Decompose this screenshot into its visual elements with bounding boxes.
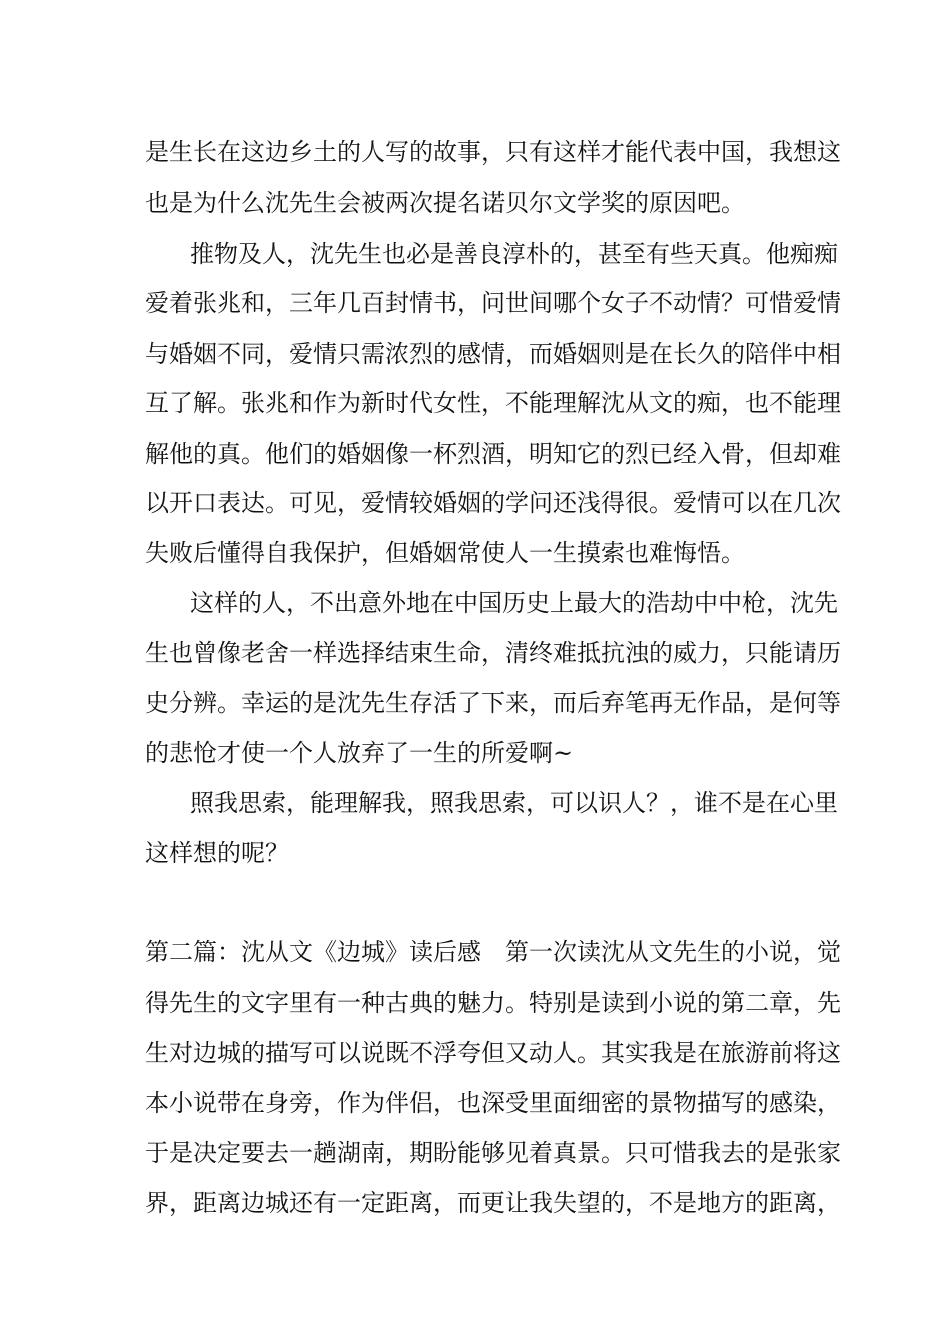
- line-text: 本小说带在身旁，作为伴侣，也深受里面细密的景物描写的感染，: [145, 1089, 841, 1117]
- line-text: 史分辨。幸运的是沈先生存活了下来，而后弃笔再无作品，是何等: [145, 689, 841, 717]
- line-text: 于是决定要去一趟湖南，期盼能够见着真景。只可惜我去的是张家: [145, 1139, 841, 1167]
- line-text: 解他的真。他们的婚姻像一杯烈酒，明知它的烈已经入骨，但却难: [145, 440, 841, 468]
- line-text: 照我思索，能理解我，照我思索，可以识人？，谁不是在心里: [190, 789, 838, 817]
- line-text: 界，距离边城还有一定距离，而更让我失望的，不是地方的距离，: [145, 1189, 841, 1217]
- line-text: 得先生的文字里有一种古典的魅力。特别是读到小说的第二章，先: [145, 989, 841, 1017]
- line-text: 生对边城的描写可以说既不浮夸但又动人。其实我是在旅游前将这: [145, 1039, 841, 1067]
- line-text: 的悲怆才使一个人放弃了一生的所爱啊~: [145, 739, 574, 767]
- line-text: 这样想的呢？: [145, 839, 289, 867]
- line-text: 这样的人，不出意外地在中国历史上最大的浩劫中中枪，沈先: [190, 589, 838, 617]
- line-text: 爱着张兆和，三年几百封情书，问世间哪个女子不动情？可惜爱情: [145, 289, 841, 317]
- line-text: 生也曾像老舍一样选择结束生命，清终难抵抗浊的威力，只能请历: [145, 639, 841, 667]
- line-text: 是生长在这边乡土的人写的故事，只有这样才能代表中国，我想这: [145, 138, 841, 166]
- line-text: 推物及人，沈先生也必是善良淳朴的，甚至有些天真。他痴痴: [190, 240, 838, 268]
- line-text: 失败后懂得自我保护，但婚姻常使人一生摸索也难悔悟。: [145, 539, 745, 567]
- line-text: 以开口表达。可见，爱情较婚姻的学问还浅得很。爱情可以在几次: [145, 489, 841, 517]
- line-text: 与婚姻不同，爱情只需浓烈的感情，而婚姻则是在长久的陪伴中相: [145, 340, 841, 368]
- line-text: 互了解。张兆和作为新时代女性，不能理解沈从文的痴，也不能理: [145, 389, 841, 417]
- line-text: 第二篇：沈从文《边城》读后感 第一次读沈从文先生的小说，觉: [145, 938, 841, 966]
- line-text: 也是为什么沈先生会被两次提名诺贝尔文学奖的原因吧。: [145, 189, 745, 217]
